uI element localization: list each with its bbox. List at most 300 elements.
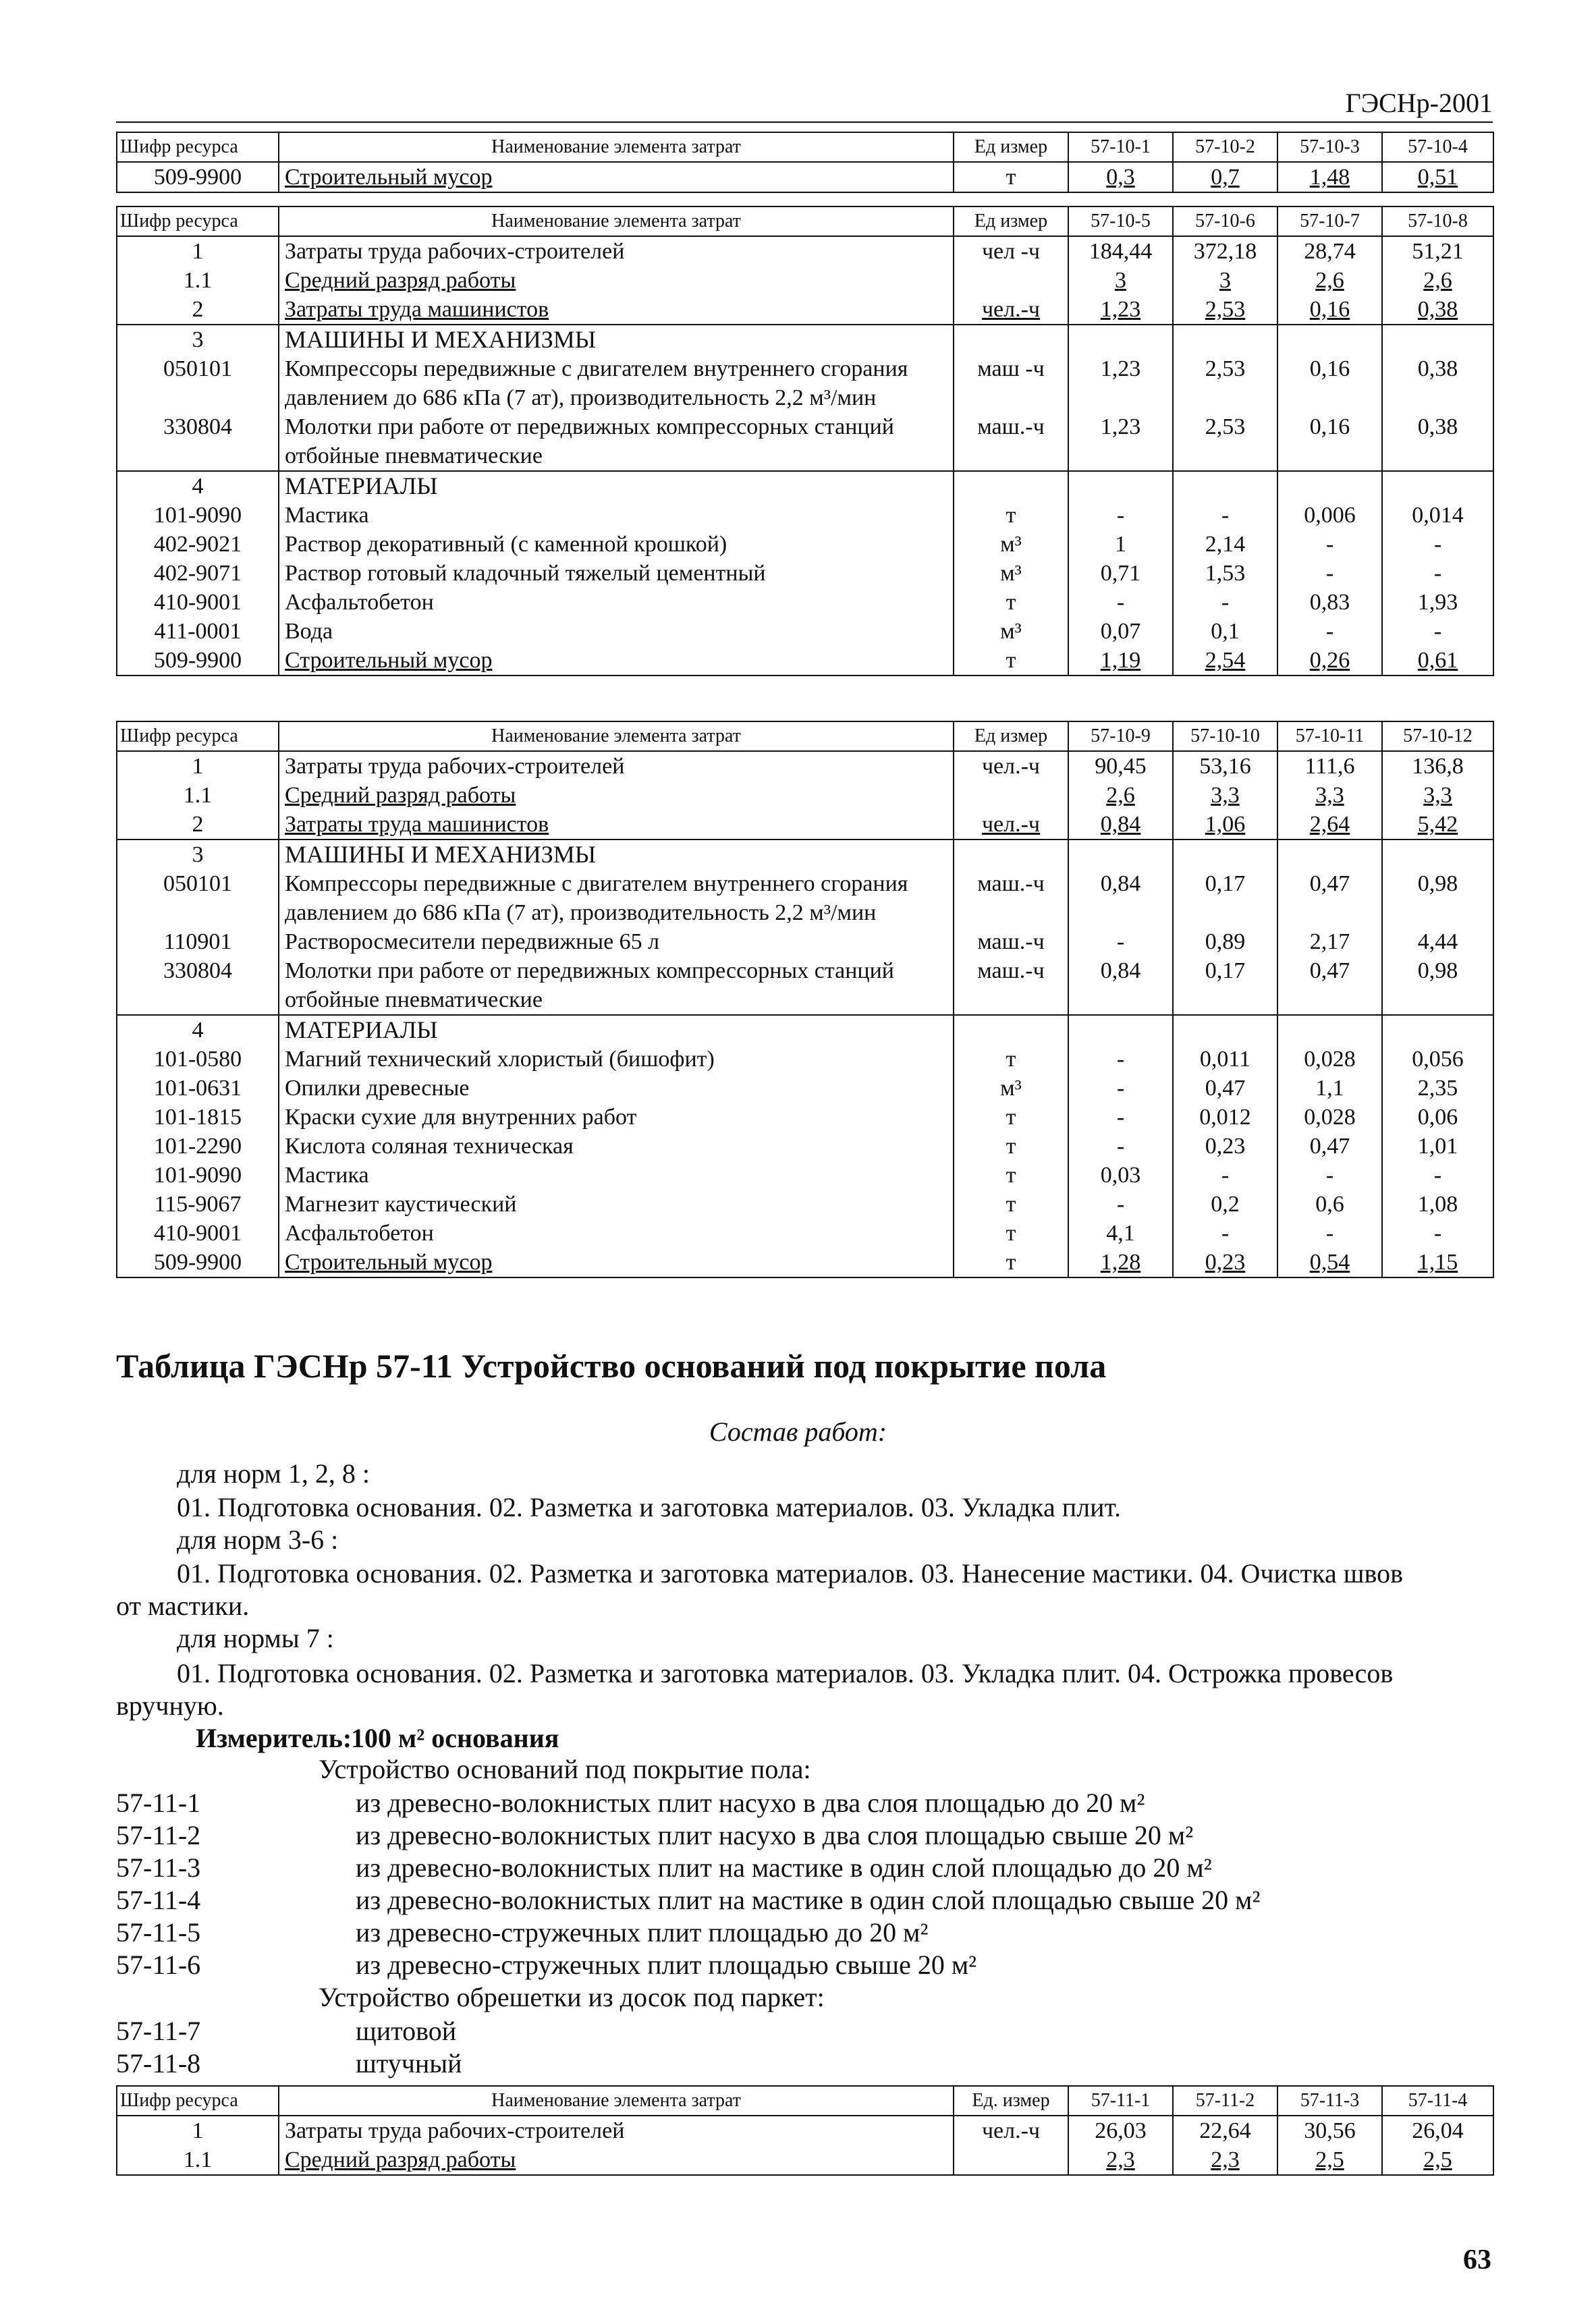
cell-name: Средний разряд работы (279, 266, 954, 295)
table-row (117, 412, 1493, 471)
cell-value: 1,08 (1382, 1190, 1493, 1219)
cell-value: 0,028 (1277, 1045, 1382, 1074)
header-norm: 57-10-7 (1277, 207, 1382, 236)
norm-code: 57-11-6 (116, 1950, 201, 1980)
cell-value: 0,83 (1277, 588, 1382, 617)
cell-code: 402-9021 (117, 530, 279, 559)
table-row (117, 1132, 1493, 1161)
cell-value: 2,5 (1382, 2145, 1493, 2175)
cell-value: 1,06 (1173, 810, 1277, 840)
cell-value: 0,23 (1173, 1132, 1277, 1161)
norm-description: из древесно-стружечных плит площадью до 20 м² (356, 1917, 929, 1948)
cell-code: 101-2290 (117, 1132, 279, 1161)
cell-value: 0,07 (1068, 617, 1173, 646)
cell-value: 111,6 (1277, 751, 1382, 781)
norm-description: щитовой (356, 2016, 457, 2046)
work-line: 01. Подготовка основания. 02. Разметка и заготовка материалов. 03. Укладка плит. (177, 1492, 1121, 1522)
cell-value: 0,028 (1277, 1103, 1382, 1132)
norm-code: 57-11-2 (116, 1820, 201, 1850)
table-row (117, 2145, 1493, 2175)
cell-value: 3 (1173, 266, 1277, 295)
cell-name: Раствор декоративный (с каменной крошкой) (279, 530, 954, 559)
cell-unit: маш -ч (954, 354, 1068, 412)
cell-name: Затраты труда рабочих-строителей (279, 751, 954, 781)
cell-unit: маш.-ч (954, 927, 1068, 956)
measure-value: 100 м² основания (351, 1723, 559, 1753)
cell-value: 0,89 (1173, 927, 1277, 956)
cell-value: 0,38 (1382, 295, 1493, 325)
table-row (117, 927, 1493, 956)
cell-unit: т (954, 646, 1068, 676)
header-norm: 57-10-5 (1068, 207, 1173, 236)
cell-value: - (1277, 1161, 1382, 1190)
section-heading: МАТЕРИАЛЫ (279, 1015, 954, 1045)
cell-value: 0,17 (1173, 956, 1277, 1015)
cell-value: 0,2 (1173, 1190, 1277, 1219)
cell-value: 0,6 (1277, 1190, 1382, 1219)
cell-value: 2,35 (1382, 1074, 1493, 1103)
cell-name: Кислота соляная техническая (279, 1132, 954, 1161)
cell-code: 101-0631 (117, 1074, 279, 1103)
cell-value: 0,7 (1173, 162, 1277, 192)
cell-value: 26,04 (1382, 2116, 1493, 2145)
cell-unit: м³ (954, 559, 1068, 588)
header-norm: 57-11-2 (1173, 2086, 1277, 2116)
cell-value: 28,74 (1277, 236, 1382, 266)
header-norm: 57-10-8 (1382, 207, 1493, 236)
cell-value: 0,47 (1277, 1132, 1382, 1161)
cell-code: 410-9001 (117, 588, 279, 617)
cell-value: - (1382, 1219, 1493, 1248)
cell-value: - (1382, 617, 1493, 646)
header-name: Наименование элемента затрат (279, 132, 954, 162)
cell-value: 0,98 (1382, 956, 1493, 1015)
cell-code: 3 (117, 840, 279, 869)
cell-code: 4 (117, 1015, 279, 1045)
cell-name: Краски сухие для внутренних работ (279, 1103, 954, 1132)
cell-unit: м³ (954, 530, 1068, 559)
cell-value: 2,54 (1173, 646, 1277, 676)
norm-description: из древесно-волокнистых плит на мастике в один слой площадью свыше 20 м² (356, 1885, 1261, 1915)
work-line: вручную. (116, 1690, 224, 1721)
cell-unit: т (954, 1045, 1068, 1074)
cell-value: 1,48 (1277, 162, 1382, 192)
measure (196, 1722, 559, 1754)
table-row (117, 559, 1493, 588)
header-name: Наименование элемента затрат (279, 721, 954, 751)
cell-unit: т (954, 1190, 1068, 1219)
cell-unit: чел.-ч (954, 2116, 1068, 2145)
cell-value: - (1382, 530, 1493, 559)
cell-value: 1,15 (1382, 1248, 1493, 1277)
cell-value: - (1173, 1219, 1277, 1248)
cell-value: 0,16 (1277, 295, 1382, 325)
header-norm: 57-10-3 (1277, 132, 1382, 162)
cell-unit: т (954, 1103, 1068, 1132)
cell-value: 0,71 (1068, 559, 1173, 588)
cell-unit: т (954, 501, 1068, 530)
cell-value: 2,5 (1277, 2145, 1382, 2175)
cell-value: 0,26 (1277, 646, 1382, 676)
table-row (117, 1248, 1493, 1277)
table-row (117, 617, 1493, 646)
cell-value: 51,21 (1382, 236, 1493, 266)
cell-value: - (1068, 1132, 1173, 1161)
cell-name: Затраты труда рабочих-строителей (279, 2116, 954, 2145)
cell-name: Магнезит каустический (279, 1190, 954, 1219)
cell-value: - (1277, 1219, 1382, 1248)
cell-value: 184,44 (1068, 236, 1173, 266)
cell-unit: т (954, 162, 1068, 192)
header-norm: 57-10-11 (1277, 721, 1382, 751)
work-line: 01. Подготовка основания. 02. Разметка и заготовка материалов. 03. Укладка плит. 04. Острожка провесов (177, 1658, 1394, 1688)
cell-value: 90,45 (1068, 751, 1173, 781)
cell-unit (954, 266, 1068, 295)
cell-value: 2,64 (1277, 810, 1382, 840)
cell-code: 2 (117, 810, 279, 840)
cell-name: Затраты труда рабочих-строителей (279, 236, 954, 266)
table-row (117, 2116, 1493, 2145)
cell-value: 0,16 (1277, 354, 1382, 412)
header-norm: 57-10-1 (1068, 132, 1173, 162)
header-norm: 57-11-1 (1068, 2086, 1173, 2116)
cell-value: 3,3 (1173, 781, 1277, 810)
cell-value: 4,1 (1068, 1219, 1173, 1248)
cell-value: 0,23 (1173, 1248, 1277, 1277)
cell-value: 2,53 (1173, 354, 1277, 412)
cell-unit (954, 781, 1068, 810)
cell-code: 101-1815 (117, 1103, 279, 1132)
cell-code: 101-0580 (117, 1045, 279, 1074)
table-row (117, 588, 1493, 617)
table-row (117, 840, 1493, 869)
cell-unit: м³ (954, 1074, 1068, 1103)
cell-name: Затраты труда машинистов (279, 295, 954, 325)
cell-value: 0,84 (1068, 869, 1173, 927)
table-row (117, 501, 1493, 530)
table-row (117, 646, 1493, 676)
cell-value: - (1068, 1074, 1173, 1103)
cell-value: 2,14 (1173, 530, 1277, 559)
header-code: Шифр ресурса (117, 2086, 279, 2116)
cell-code: 110901 (117, 927, 279, 956)
cell-code: 4 (117, 471, 279, 501)
cell-value: 0,47 (1277, 869, 1382, 927)
cell-value: 2,17 (1277, 927, 1382, 956)
table-row (117, 1015, 1493, 1045)
cell-code: 330804 (117, 956, 279, 1015)
cell-unit: т (954, 1132, 1068, 1161)
table-row (117, 266, 1493, 295)
cell-value: 1,93 (1382, 588, 1493, 617)
cell-value: - (1068, 1190, 1173, 1219)
cell-value: 1,28 (1068, 1248, 1173, 1277)
cell-code: 050101 (117, 869, 279, 927)
cell-value: - (1068, 927, 1173, 956)
header-norm: 57-10-2 (1173, 132, 1277, 162)
cell-code: 1 (117, 236, 279, 266)
norm-group-title: Устройство оснований под покрытие пола: (319, 1754, 811, 1784)
table-row (117, 1219, 1493, 1248)
resource-table-2 (116, 206, 1494, 676)
work-line: для норм 3-6 : (177, 1524, 339, 1555)
cell-value: - (1277, 617, 1382, 646)
cell-code: 3 (117, 325, 279, 354)
cell-value: 2,53 (1173, 412, 1277, 471)
cell-name: Асфальтобетон (279, 588, 954, 617)
cell-value: 2,53 (1173, 295, 1277, 325)
cell-value: 0,06 (1382, 1103, 1493, 1132)
cell-value: 0,84 (1068, 956, 1173, 1015)
header-norm: 57-10-4 (1382, 132, 1493, 162)
resource-table-3 (116, 721, 1494, 1278)
cell-code: 402-9071 (117, 559, 279, 588)
cell-code: 115-9067 (117, 1190, 279, 1219)
section-heading: МАТЕРИАЛЫ (279, 471, 954, 501)
work-line: от мастики. (116, 1591, 250, 1621)
table-row (117, 869, 1493, 927)
header-norm: 57-11-3 (1277, 2086, 1382, 2116)
table-row (117, 1190, 1493, 1219)
cell-code: 410-9001 (117, 1219, 279, 1248)
cell-code: 330804 (117, 412, 279, 471)
cell-value: 2,3 (1173, 2145, 1277, 2175)
cell-name: Средний разряд работы (279, 2145, 954, 2175)
cell-value: 1 (1068, 530, 1173, 559)
cell-unit: чел.-ч (954, 295, 1068, 325)
cell-code: 101-9090 (117, 1161, 279, 1190)
cell-name: Растворосмесители передвижные 65 л (279, 927, 954, 956)
work-composition-label: Состав работ: (709, 1416, 887, 1447)
cell-value: 4,44 (1382, 927, 1493, 956)
cell-value: 0,012 (1173, 1103, 1277, 1132)
cell-unit: маш.-ч (954, 869, 1068, 927)
cell-value: - (1068, 1103, 1173, 1132)
header-code: Шифр ресурса (117, 132, 279, 162)
table-row (117, 751, 1493, 781)
cell-value: 0,006 (1277, 501, 1382, 530)
cell-unit: чел.-ч (954, 751, 1068, 781)
cell-name: Затраты труда машинистов (279, 810, 954, 840)
table-row (117, 1103, 1493, 1132)
cell-name: Вода (279, 617, 954, 646)
cell-name: Молотки при работе от передвижных компрессорных станций отбойные пневматические (279, 956, 954, 1015)
cell-value: 1,19 (1068, 646, 1173, 676)
norm-description: штучный (356, 2048, 462, 2079)
cell-value: 136,8 (1382, 751, 1493, 781)
cell-value: - (1277, 559, 1382, 588)
cell-name: Средний разряд работы (279, 781, 954, 810)
cell-code: 1 (117, 751, 279, 781)
cell-value: 1,01 (1382, 1132, 1493, 1161)
norm-code: 57-11-1 (116, 1788, 201, 1818)
cell-value: 1,23 (1068, 295, 1173, 325)
cell-value: 0,51 (1382, 162, 1493, 192)
cell-code: 2 (117, 295, 279, 325)
cell-name: Мастика (279, 1161, 954, 1190)
cell-unit (954, 2145, 1068, 2175)
cell-value: - (1173, 501, 1277, 530)
cell-code: 101-9090 (117, 501, 279, 530)
cell-unit: т (954, 1219, 1068, 1248)
cell-value: 0,16 (1277, 412, 1382, 471)
header-norm: 57-10-6 (1173, 207, 1277, 236)
cell-value: 0,38 (1382, 412, 1493, 471)
header-code: Шифр ресурса (117, 721, 279, 751)
cell-value: 3,3 (1277, 781, 1382, 810)
header-code: Шифр ресурса (117, 207, 279, 236)
cell-value: - (1068, 501, 1173, 530)
header-unit: Ед. измер (954, 2086, 1068, 2116)
cell-value: 0,011 (1173, 1045, 1277, 1074)
work-line: для норм 1, 2, 8 : (177, 1458, 370, 1489)
cell-value: - (1068, 588, 1173, 617)
cell-name: Раствор готовый кладочный тяжелый цементный (279, 559, 954, 588)
cell-value: 0,38 (1382, 354, 1493, 412)
cell-value: 372,18 (1173, 236, 1277, 266)
cell-value: 3,3 (1382, 781, 1493, 810)
cell-unit: т (954, 1161, 1068, 1190)
cell-value: 0,84 (1068, 810, 1173, 840)
header-norm: 57-10-12 (1382, 721, 1493, 751)
table-row (117, 471, 1493, 501)
norm-description: из древесно-волокнистых плит насухо в два слоя площадью до 20 м² (356, 1788, 1145, 1818)
cell-name: Компрессоры передвижные с двигателем внутреннего сгорания давлением до 686 кПа (7 ат), производительность 2,2 м³/мин (279, 354, 954, 412)
cell-unit: чел -ч (954, 236, 1068, 266)
cell-value: 26,03 (1068, 2116, 1173, 2145)
cell-code: 509-9900 (117, 1248, 279, 1277)
cell-value: 0,47 (1173, 1074, 1277, 1103)
cell-value: 0,98 (1382, 869, 1493, 927)
page-header (116, 86, 1493, 123)
table-row (117, 810, 1493, 840)
cell-name: Магний технический хлористый (бишофит) (279, 1045, 954, 1074)
cell-value: - (1382, 1161, 1493, 1190)
cell-code: 1.1 (117, 266, 279, 295)
table-row (117, 781, 1493, 810)
cell-unit: маш.-ч (954, 956, 1068, 1015)
cell-value: 1,53 (1173, 559, 1277, 588)
cell-value: 1,1 (1277, 1074, 1382, 1103)
document-code: ГЭСНр-2001 (1345, 88, 1493, 118)
table-row (117, 354, 1493, 412)
measure-label: Измеритель: (196, 1723, 352, 1753)
cell-value: 0,54 (1277, 1248, 1382, 1277)
cell-code: 509-9900 (117, 162, 279, 192)
cell-name: Мастика (279, 501, 954, 530)
cell-code: 1.1 (117, 2145, 279, 2175)
cell-value: 2,6 (1277, 266, 1382, 295)
cell-value: 0,1 (1173, 617, 1277, 646)
cell-value: 22,64 (1173, 2116, 1277, 2145)
cell-name: Строительный мусор (279, 1248, 954, 1277)
work-line: для нормы 7 : (177, 1623, 334, 1653)
table-row (117, 956, 1493, 1015)
cell-code: 411-0001 (117, 617, 279, 646)
cell-value: 3 (1068, 266, 1173, 295)
table-row (117, 162, 1493, 192)
cell-value: 1,23 (1068, 354, 1173, 412)
header-norm: 57-11-4 (1382, 2086, 1493, 2116)
norm-code: 57-11-7 (116, 2016, 201, 2046)
cell-value: - (1173, 588, 1277, 617)
table-title: Таблица ГЭСНр 57-11 Устройство оснований под покрытие пола (116, 1347, 1107, 1385)
resource-table-4 (116, 2085, 1494, 2176)
cell-value: 0,056 (1382, 1045, 1493, 1074)
norm-group-title: Устройство обрешетки из досок под паркет: (319, 1982, 825, 2012)
cell-value: - (1068, 1045, 1173, 1074)
cell-value: - (1382, 559, 1493, 588)
cell-name: Опилки древесные (279, 1074, 954, 1103)
header-unit: Ед измер (954, 721, 1068, 751)
header-norm: 57-10-10 (1173, 721, 1277, 751)
cell-value: 0,47 (1277, 956, 1382, 1015)
page-number: 63 (1463, 2245, 1491, 2276)
cell-value: 2,3 (1068, 2145, 1173, 2175)
norm-code: 57-11-3 (116, 1852, 201, 1883)
header-norm: 57-10-9 (1068, 721, 1173, 751)
cell-value: 0,3 (1068, 162, 1173, 192)
cell-value: 53,16 (1173, 751, 1277, 781)
section-heading: МАШИНЫ И МЕХАНИЗМЫ (279, 840, 954, 869)
section-heading: МАШИНЫ И МЕХАНИЗМЫ (279, 325, 954, 354)
cell-value: 0,61 (1382, 646, 1493, 676)
cell-unit: маш.-ч (954, 412, 1068, 471)
cell-value: 0,03 (1068, 1161, 1173, 1190)
cell-value: 2,6 (1382, 266, 1493, 295)
table-row (117, 1161, 1493, 1190)
cell-code: 050101 (117, 354, 279, 412)
cell-unit: чел.-ч (954, 810, 1068, 840)
resource-table-1 (116, 132, 1494, 193)
table-row (117, 295, 1493, 325)
cell-value: 0,014 (1382, 501, 1493, 530)
cell-name: Компрессоры передвижные с двигателем внутреннего сгорания давлением до 686 кПа (7 ат), производительность 2,2 м³/мин (279, 869, 954, 927)
table-row (117, 530, 1493, 559)
table-row (117, 325, 1493, 354)
cell-value: 2,6 (1068, 781, 1173, 810)
cell-name: Строительный мусор (279, 162, 954, 192)
table-row (117, 236, 1493, 266)
norm-code: 57-11-8 (116, 2048, 201, 2079)
cell-code: 509-9900 (117, 646, 279, 676)
cell-unit: м³ (954, 617, 1068, 646)
header-unit: Ед измер (954, 132, 1068, 162)
cell-value: 0,17 (1173, 869, 1277, 927)
norm-description: из древесно-стружечных плит площадью свыше 20 м² (356, 1950, 977, 1980)
header-name: Наименование элемента затрат (279, 2086, 954, 2116)
cell-name: Строительный мусор (279, 646, 954, 676)
table-row (117, 1045, 1493, 1074)
cell-name: Асфальтобетон (279, 1219, 954, 1248)
cell-unit: т (954, 588, 1068, 617)
header-name: Наименование элемента затрат (279, 207, 954, 236)
cell-name: Молотки при работе от передвижных компрессорных станций отбойные пневматические (279, 412, 954, 471)
cell-unit: т (954, 1248, 1068, 1277)
norm-code: 57-11-5 (116, 1917, 201, 1948)
table-row (117, 1074, 1493, 1103)
header-unit: Ед измер (954, 207, 1068, 236)
norm-description: из древесно-волокнистых плит насухо в два слоя площадью свыше 20 м² (356, 1820, 1194, 1850)
norm-code: 57-11-4 (116, 1885, 201, 1915)
norm-description: из древесно-волокнистых плит на мастике в один слой площадью до 20 м² (356, 1852, 1212, 1883)
cell-code: 1.1 (117, 781, 279, 810)
cell-value: 1,23 (1068, 412, 1173, 471)
work-line: 01. Подготовка основания. 02. Разметка и заготовка материалов. 03. Нанесение мастики. 04. Очистка швов (177, 1558, 1404, 1589)
cell-value: - (1173, 1161, 1277, 1190)
cell-value: 5,42 (1382, 810, 1493, 840)
cell-value: - (1277, 530, 1382, 559)
